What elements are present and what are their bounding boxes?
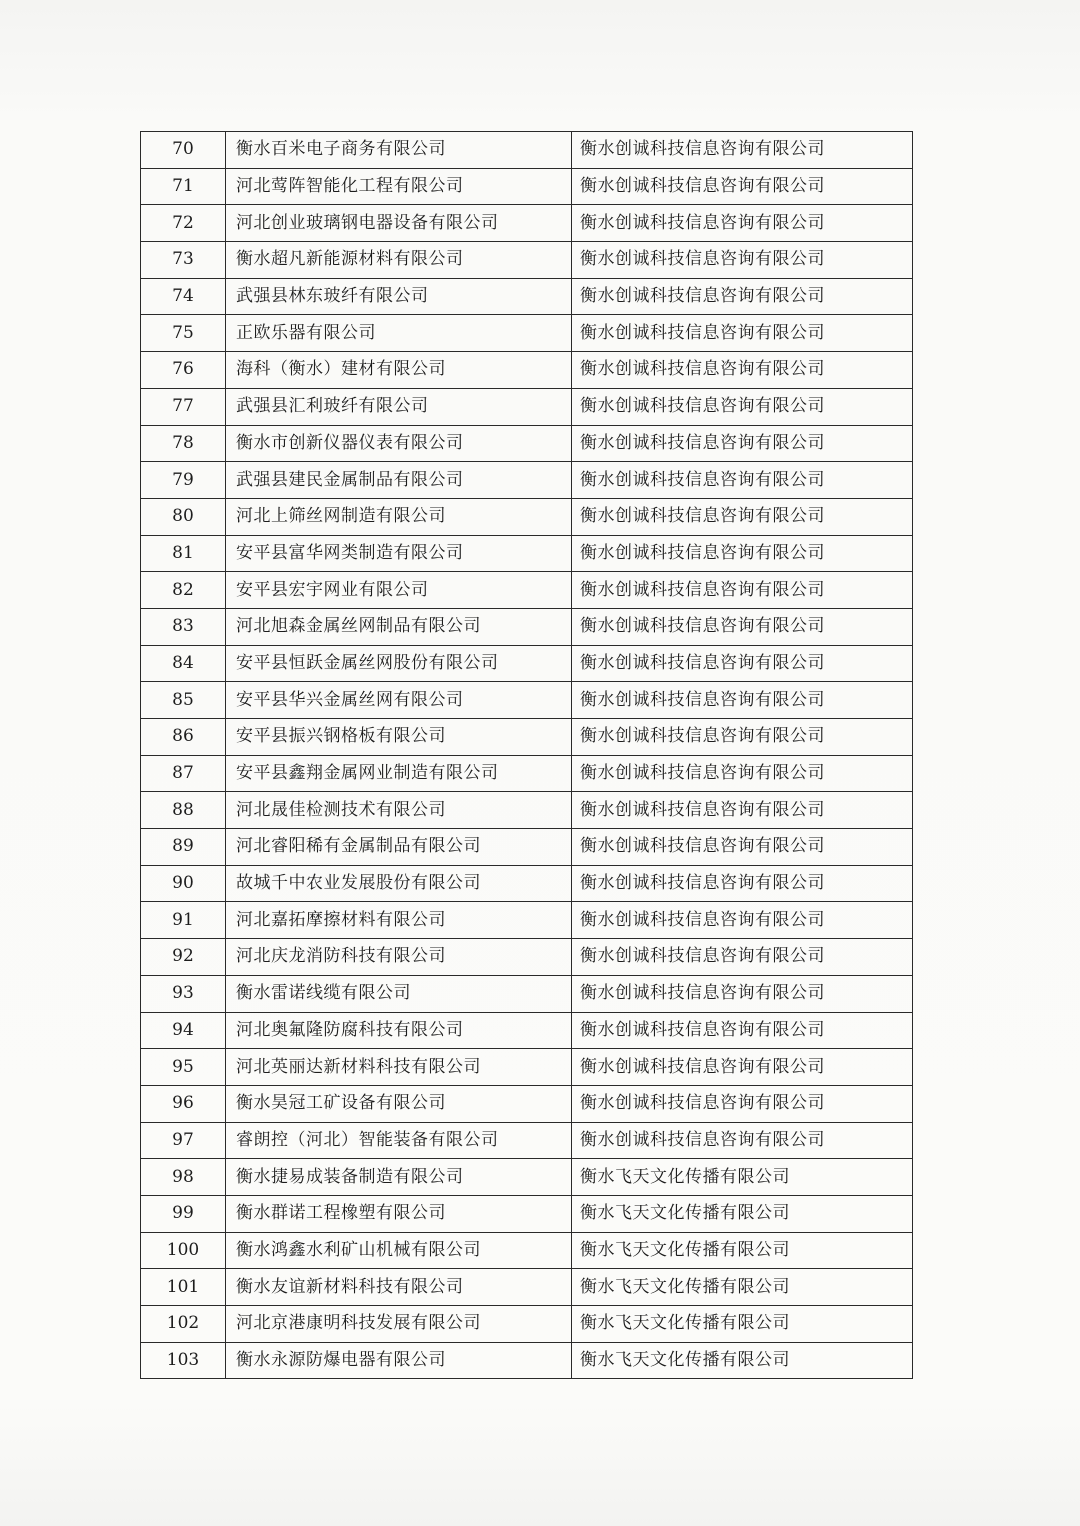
company-name: 河北京港康明科技发展有限公司 [226, 1306, 572, 1343]
row-number: 102 [141, 1306, 226, 1343]
row-number: 99 [141, 1195, 226, 1232]
table-row [141, 462, 913, 499]
agent-name: 衡水飞天文化传播有限公司 [572, 1159, 913, 1196]
table-row [141, 1342, 913, 1379]
company-name: 衡水市创新仪器仪表有限公司 [226, 425, 572, 462]
table-row [141, 645, 913, 682]
agent-name: 衡水创诚科技信息咨询有限公司 [572, 1012, 913, 1049]
row-number: 86 [141, 719, 226, 756]
agent-name: 衡水创诚科技信息咨询有限公司 [572, 352, 913, 389]
agent-name: 衡水创诚科技信息咨询有限公司 [572, 1085, 913, 1122]
agent-name: 衡水创诚科技信息咨询有限公司 [572, 719, 913, 756]
row-number: 72 [141, 205, 226, 242]
table-row [141, 865, 913, 902]
table-row [141, 1122, 913, 1159]
agent-name: 衡水创诚科技信息咨询有限公司 [572, 498, 913, 535]
company-name: 河北晟佳检测技术有限公司 [226, 792, 572, 829]
company-name: 武强县汇利玻纤有限公司 [226, 388, 572, 425]
table-row [141, 829, 913, 866]
company-name: 安平县恒跃金属丝网股份有限公司 [226, 645, 572, 682]
table-row [141, 1195, 913, 1232]
table-row [141, 1159, 913, 1196]
row-number: 81 [141, 535, 226, 572]
row-number: 83 [141, 608, 226, 645]
table-row [141, 1085, 913, 1122]
agent-name: 衡水飞天文化传播有限公司 [572, 1195, 913, 1232]
row-number: 100 [141, 1232, 226, 1269]
row-number: 93 [141, 975, 226, 1012]
table-row [141, 425, 913, 462]
row-number: 97 [141, 1122, 226, 1159]
row-number: 95 [141, 1049, 226, 1086]
company-name: 安平县富华网类制造有限公司 [226, 535, 572, 572]
company-name: 河北嘉拓摩擦材料有限公司 [226, 902, 572, 939]
company-name: 衡水超凡新能源材料有限公司 [226, 242, 572, 279]
table-row [141, 1049, 913, 1086]
row-number: 89 [141, 829, 226, 866]
agent-name: 衡水创诚科技信息咨询有限公司 [572, 132, 913, 169]
agent-name: 衡水创诚科技信息咨询有限公司 [572, 535, 913, 572]
row-number: 74 [141, 278, 226, 315]
company-name: 河北睿阳稀有金属制品有限公司 [226, 829, 572, 866]
agent-name: 衡水创诚科技信息咨询有限公司 [572, 865, 913, 902]
row-number: 87 [141, 755, 226, 792]
agent-name: 衡水创诚科技信息咨询有限公司 [572, 242, 913, 279]
agent-name: 衡水创诚科技信息咨询有限公司 [572, 1049, 913, 1086]
table-row [141, 315, 913, 352]
table-row [141, 132, 913, 169]
table-row [141, 902, 913, 939]
company-name: 安平县振兴钢格板有限公司 [226, 719, 572, 756]
company-name: 安平县鑫翔金属网业制造有限公司 [226, 755, 572, 792]
table-row [141, 608, 913, 645]
table-row [141, 205, 913, 242]
table-row [141, 682, 913, 719]
row-number: 71 [141, 168, 226, 205]
table-row [141, 1232, 913, 1269]
agent-name: 衡水创诚科技信息咨询有限公司 [572, 975, 913, 1012]
row-number: 77 [141, 388, 226, 425]
agent-name: 衡水创诚科技信息咨询有限公司 [572, 829, 913, 866]
company-name: 武强县建民金属制品有限公司 [226, 462, 572, 499]
agent-name: 衡水创诚科技信息咨询有限公司 [572, 902, 913, 939]
table-row [141, 1269, 913, 1306]
table-row [141, 168, 913, 205]
table-row [141, 242, 913, 279]
company-name: 武强县林东玻纤有限公司 [226, 278, 572, 315]
row-number: 96 [141, 1085, 226, 1122]
row-number: 85 [141, 682, 226, 719]
row-number: 70 [141, 132, 226, 169]
row-number: 82 [141, 572, 226, 609]
row-number: 79 [141, 462, 226, 499]
company-name: 衡水群诺工程橡塑有限公司 [226, 1195, 572, 1232]
company-name: 河北英丽达新材料科技有限公司 [226, 1049, 572, 1086]
agent-name: 衡水创诚科技信息咨询有限公司 [572, 278, 913, 315]
company-name: 正欧乐器有限公司 [226, 315, 572, 352]
company-name: 河北奥氟隆防腐科技有限公司 [226, 1012, 572, 1049]
agent-name: 衡水飞天文化传播有限公司 [572, 1269, 913, 1306]
table-row [141, 388, 913, 425]
company-name: 河北旭森金属丝网制品有限公司 [226, 608, 572, 645]
company-name: 衡水永源防爆电器有限公司 [226, 1342, 572, 1379]
company-name: 河北庆龙消防科技有限公司 [226, 939, 572, 976]
agent-name: 衡水创诚科技信息咨询有限公司 [572, 682, 913, 719]
agent-name: 衡水创诚科技信息咨询有限公司 [572, 645, 913, 682]
company-name: 衡水捷易成装备制造有限公司 [226, 1159, 572, 1196]
agent-name: 衡水飞天文化传播有限公司 [572, 1232, 913, 1269]
company-name: 安平县宏宇网业有限公司 [226, 572, 572, 609]
company-name: 睿朗控（河北）智能装备有限公司 [226, 1122, 572, 1159]
table-row [141, 719, 913, 756]
row-number: 78 [141, 425, 226, 462]
agent-name: 衡水飞天文化传播有限公司 [572, 1306, 913, 1343]
agent-name: 衡水创诚科技信息咨询有限公司 [572, 205, 913, 242]
company-name: 安平县华兴金属丝网有限公司 [226, 682, 572, 719]
row-number: 73 [141, 242, 226, 279]
agent-name: 衡水创诚科技信息咨询有限公司 [572, 572, 913, 609]
agent-name: 衡水创诚科技信息咨询有限公司 [572, 462, 913, 499]
company-name: 故城千中农业发展股份有限公司 [226, 865, 572, 902]
agent-name: 衡水创诚科技信息咨询有限公司 [572, 755, 913, 792]
company-name: 河北上筛丝网制造有限公司 [226, 498, 572, 535]
agent-name: 衡水创诚科技信息咨询有限公司 [572, 168, 913, 205]
row-number: 94 [141, 1012, 226, 1049]
row-number: 80 [141, 498, 226, 535]
company-name: 衡水昊冠工矿设备有限公司 [226, 1085, 572, 1122]
table-row [141, 755, 913, 792]
company-name: 衡水百米电子商务有限公司 [226, 132, 572, 169]
agent-name: 衡水创诚科技信息咨询有限公司 [572, 792, 913, 829]
agent-name: 衡水创诚科技信息咨询有限公司 [572, 388, 913, 425]
agent-name: 衡水飞天文化传播有限公司 [572, 1342, 913, 1379]
company-name: 衡水友谊新材料科技有限公司 [226, 1269, 572, 1306]
table-row [141, 535, 913, 572]
row-number: 75 [141, 315, 226, 352]
table-row [141, 792, 913, 829]
company-name: 河北创业玻璃钢电器设备有限公司 [226, 205, 572, 242]
row-number: 84 [141, 645, 226, 682]
table-row [141, 1012, 913, 1049]
agent-name: 衡水创诚科技信息咨询有限公司 [572, 939, 913, 976]
company-name: 衡水鸿鑫水利矿山机械有限公司 [226, 1232, 572, 1269]
row-number: 101 [141, 1269, 226, 1306]
table-row [141, 572, 913, 609]
company-name: 海科（衡水）建材有限公司 [226, 352, 572, 389]
table-row [141, 939, 913, 976]
row-number: 88 [141, 792, 226, 829]
agent-name: 衡水创诚科技信息咨询有限公司 [572, 425, 913, 462]
row-number: 90 [141, 865, 226, 902]
agent-name: 衡水创诚科技信息咨询有限公司 [572, 608, 913, 645]
row-number: 98 [141, 1159, 226, 1196]
row-number: 91 [141, 902, 226, 939]
table-row [141, 352, 913, 389]
table-body [141, 132, 913, 1379]
agent-name: 衡水创诚科技信息咨询有限公司 [572, 1122, 913, 1159]
company-name: 河北莺阵智能化工程有限公司 [226, 168, 572, 205]
agent-name: 衡水创诚科技信息咨询有限公司 [572, 315, 913, 352]
table-row [141, 1306, 913, 1343]
row-number: 76 [141, 352, 226, 389]
table-row [141, 975, 913, 1012]
row-number: 92 [141, 939, 226, 976]
row-number: 103 [141, 1342, 226, 1379]
table-row [141, 278, 913, 315]
company-name: 衡水雷诺线缆有限公司 [226, 975, 572, 1012]
table-row [141, 498, 913, 535]
company-list-table [140, 131, 913, 1379]
